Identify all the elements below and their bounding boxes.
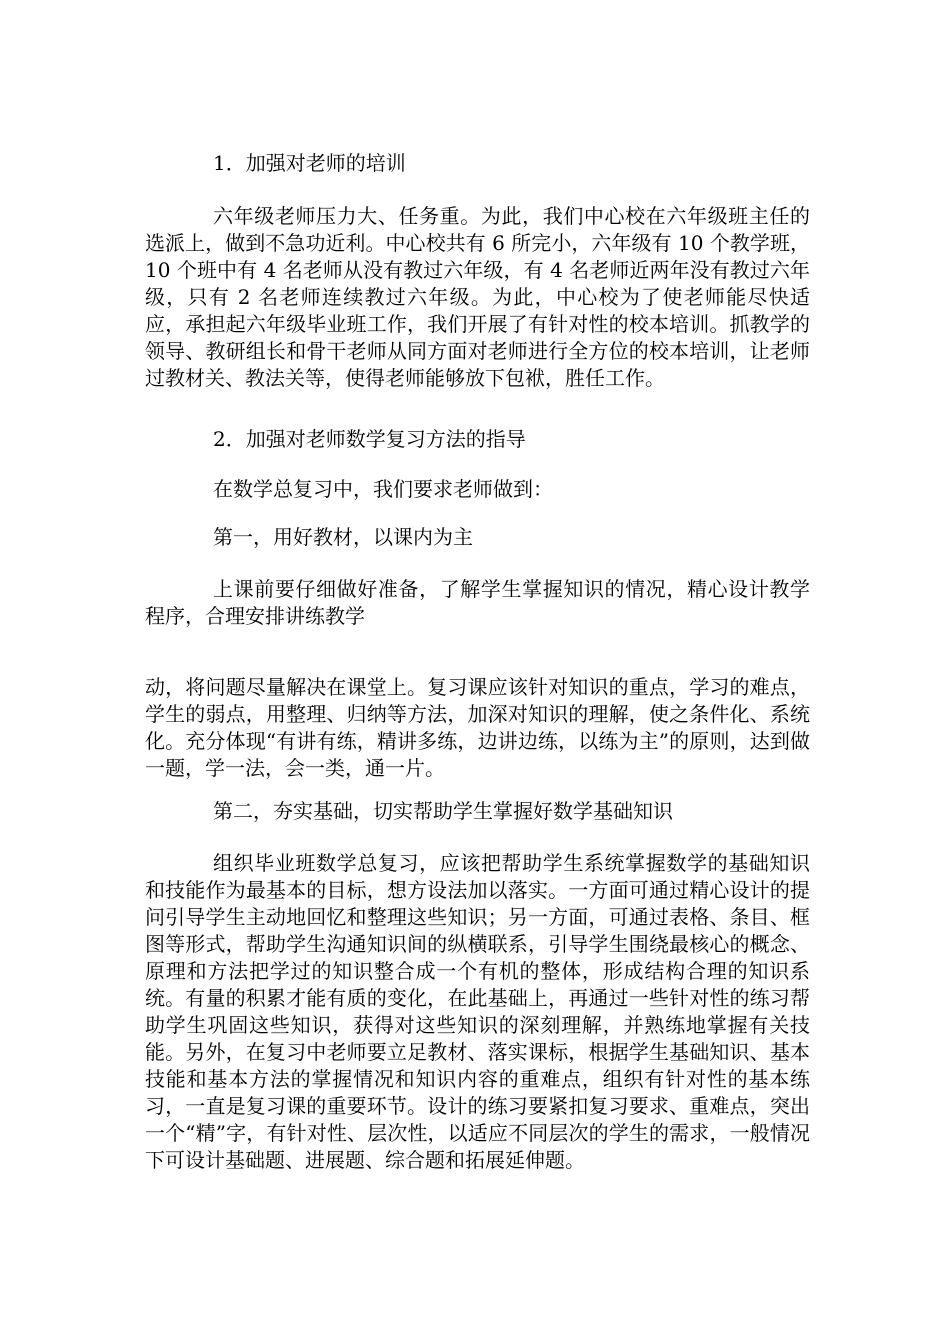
- section-heading-teacher-training: 1．加强对老师的培训: [213, 151, 406, 175]
- paragraph-use-textbook-part2: 动，将问题尽量解决在课堂上。复习课应该针对知识的重点，学习的难点，学生的弱点，用整理、归纳等方法，加深对知识的理解，使之条件化、系统化。充分体现“有讲有练，精讲多练，边讲边练，以练为主”的原则，达到做一题，学一法，会一类，通一片。: [145, 675, 810, 780]
- paragraph-solid-foundation: 组织毕业班数学总复习，应该把帮助学生系统掌握数学的基础知识和技能作为最基本的目标，想方设法加以落实。一方面可通过精心设计的提问引导学生主动地回忆和整理这些知识；另一方面，可通过表格、条目、框图等形式，帮助学生沟通知识间的纵横联系，引导学生围绕最核心的概念、原理和方法把学过的知识整合成一个有机的整体，形成结构合理的知识系统。有量的积累才能有质的变化，在此基础上，再通过一些针对性的练习帮助学生巩固这些知识，获得对这些知识的深刻理解，并熟练地掌握有关技能。另外，在复习中老师要立足教材、落实课标，根据学生基础知识、基本技能和基本方法的掌握情况和知识内容的重难点，组织有针对性的基本练习，一直是复习课的重要环节。设计的练习要紧扣复习要求、重难点，突出一个“精”字，有针对性、层次性，以适应不同层次的学生的需求，一般情况下可设计基础题、进展题、综合题和拓展延伸题。: [145, 851, 810, 1172]
- paragraph-use-textbook-part1: 上课前要仔细做好准备，了解学生掌握知识的情况，精心设计教学程序，合理安排讲练教学: [145, 577, 810, 628]
- paragraph-teacher-training: 六年级老师压力大、任务重。为此，我们中心校在六年级班主任的选派上，做到不急功近利。中心校共有 6 所完小，六年级有 10 个教学班，10 个班中有 4 名老师从没有教过六年级，有 4 名老师近两年没有教过六年级，只有 2 名老师连续教过六年级。为此，中心校为了使老师能尽快适应，承担起六年级毕业班工作，我们开展了有针对性的校本培训。抓教学的领导、教研组长和骨干老师从同方面对老师进行全方位的校本培训，让老师过教材关、教法关等，使得老师能够放下包袱，胜任工作。: [145, 204, 810, 390]
- point-heading-solid-foundation: 第二，夯实基础，切实帮助学生掌握好数学基础知识: [213, 799, 673, 823]
- paragraph-review-requirements: 在数学总复习中，我们要求老师做到：: [213, 477, 553, 501]
- point-heading-use-textbook: 第一，用好教材，以课内为主: [213, 525, 473, 549]
- section-heading-review-guidance: 2．加强对老师数学复习方法的指导: [213, 427, 526, 451]
